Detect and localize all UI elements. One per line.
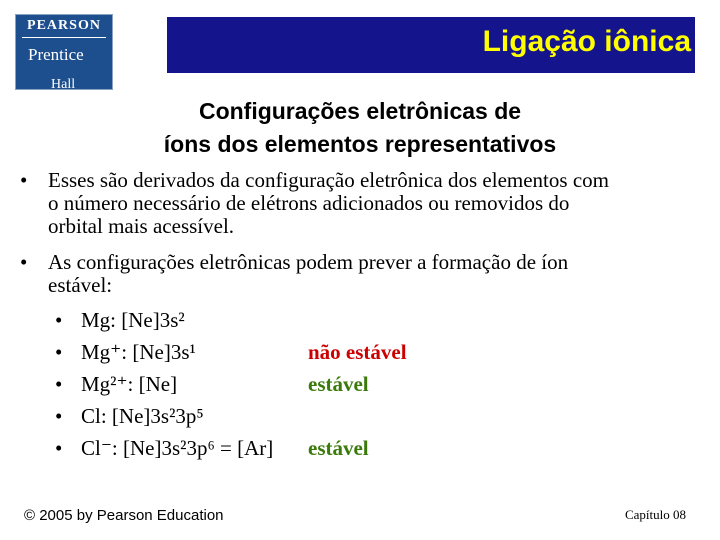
stability-label: estável [308,436,369,460]
subtitle-line-1: Configurações eletrônicas de [198,98,522,124]
sub-bullet-symbol: • [55,308,63,332]
logo-rule [22,37,106,38]
sub-bullet-symbol: • [55,340,63,364]
stability-label: estável [308,372,369,396]
bullet-line: Esses são derivados da configuração eletrônica dos elementos com [48,168,609,192]
bullet-line: orbital mais acessível. [48,214,235,238]
sub-bullet-item [55,309,675,335]
sub-bullet-item [55,341,675,367]
slide-title: Ligação iônica [482,25,691,58]
ion-configuration: Cl: [Ne]3s²3p⁵ [81,404,204,428]
sub-bullet-item [55,405,675,431]
subtitle-line-2: íons dos elementos representativos [163,131,557,157]
bullet-line: o número necessário de elétrons adicionados ou removidos do [48,191,570,215]
bullet-line: As configurações eletrônicas podem prever a formação de íon [48,250,569,274]
bullet-text [48,251,708,297]
ion-configuration: Mg⁺: [Ne]3s¹ [81,340,196,364]
sub-bullet-item [55,373,675,399]
chapter-label: Capítulo 08 [624,507,686,522]
ion-configuration: Mg²⁺: [Ne] [81,372,178,396]
bullet-symbol: • [20,168,28,192]
logo-brand: PEARSON [27,18,101,33]
stability-label: não estável [308,340,407,364]
title-bar [167,17,695,73]
ion-configuration: Cl⁻: [Ne]3s²3p⁶ = [Ar] [81,436,274,460]
logo-line-1: Prentice [28,45,84,64]
bullet-text [48,169,708,238]
sub-bullet-item [55,437,675,463]
sub-bullet-symbol: • [55,436,63,460]
pearson-prentice-hall-logo [15,14,113,90]
bullet-line: estável: [48,273,113,297]
ion-configuration: Mg: [Ne]3s² [81,308,185,332]
logo-line-2: Hall [51,77,76,92]
copyright-notice: © 2005 by Pearson Education [24,507,224,524]
slide-subtitle [60,95,660,161]
sub-bullet-symbol: • [55,372,63,396]
sub-bullet-symbol: • [55,404,63,428]
bullet-symbol: • [20,250,28,274]
